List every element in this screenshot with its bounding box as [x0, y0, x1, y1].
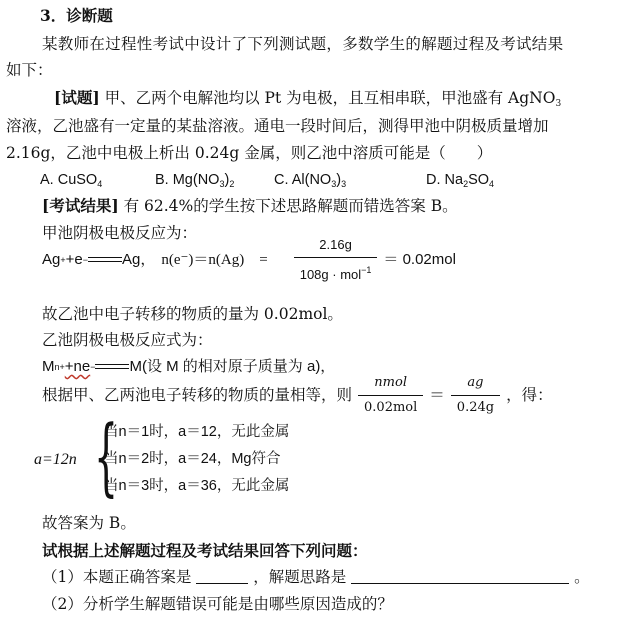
result-tag: [考试结果]: [42, 196, 119, 215]
question-line-1: [试题] 甲、乙两个电解池均以 Pt 为电极，且互相串联，甲池盛有 AgNO$_3$: [54, 88, 562, 109]
fraction-n: $\frac{\text{nmol}}{\text{0.02mol}}$: [358, 373, 423, 418]
option-d: D. $Na_2SO_4$: [426, 172, 495, 189]
a-equation: a=12n: [34, 451, 77, 468]
question-tag: [试题]: [54, 88, 100, 107]
fraction-moles: $\frac{2.16g}{108g \cdot mol^{-1}}$: [294, 235, 378, 285]
question-line-3: 2.16g，乙池中电极上析出 0.24g 金属，则乙池中溶质可能是（ ）: [6, 144, 493, 162]
equals-arrow: [95, 361, 129, 373]
question-1: （1）本题正确答案是 ，解题思路是 。: [42, 568, 590, 586]
option-a: A. CuSO$_4$: [40, 172, 103, 189]
question-2: （2）分析学生解题错误可能是由哪些原因造成的？: [42, 595, 393, 613]
prompt: 试根据上述解题过程及考试结果回答下列问题：: [42, 541, 368, 560]
cathode-b-label: 乙池阴极电极反应式为：: [42, 331, 213, 349]
equation-1: Ag + +e − Ag， n(e⁻)＝n(Ag) = $\frac{2.16g}{108g \cdot mol^{-1}}$ ＝ 0.02mol: [42, 246, 456, 274]
approach-blank[interactable]: [351, 567, 569, 584]
brace-symbol: {: [94, 407, 119, 505]
option-c: C. $Al(NO_3)_3$: [274, 172, 347, 189]
case-row: 当n＝1时，a＝12，无此金属: [104, 424, 290, 440]
fraction-a: $\frac{ag}{0.24g}$: [451, 373, 500, 418]
option-b: B. $Mg(NO_3)_2$: [155, 172, 235, 189]
question-line-2: 溶液，乙池盛有一定量的某盐溶液。通电一段时间后，测得甲池中阴极质量增加: [6, 117, 549, 135]
intro-line: 某教师在过程性考试中设计了下列测试题，多数学生的解题过程及考试结果: [42, 35, 564, 53]
equation-2: M n+ +ne − M(设 M 的相对原子质量为 a)，: [42, 358, 336, 375]
question-text: 甲、乙两个电解池均以 Pt 为电极，且互相串联，甲池盛有 AgNO: [104, 89, 556, 107]
case-row: 当n＝3时，a＝36，无此金属: [104, 478, 290, 494]
answer-line: 故答案为 B。: [42, 514, 136, 532]
result-text: 有 62.4%的学生按下述思路解题而错选答案 B。: [123, 197, 458, 215]
case-row: 当n＝2时，a＝24，Mg符合: [104, 451, 281, 467]
cathode-a-label: 甲池阴极电极反应为：: [42, 224, 198, 242]
heading: 3．诊断题: [40, 6, 113, 25]
equal-line: 根据甲、乙两池电子转移的物质的量相等，则 $\frac{\text{nmol}}{\text{0.02mol}}$ ＝ $\frac{ag}{0.24g}$ ，得：: [42, 378, 553, 412]
answer-blank[interactable]: [196, 567, 248, 584]
equals-arrow: [88, 254, 122, 266]
result-line: [42, 196, 458, 216]
intro-line: 如下：: [6, 61, 53, 79]
transfer-line: 故乙池中电子转移的物质的量为 0.02mol。: [42, 305, 343, 323]
